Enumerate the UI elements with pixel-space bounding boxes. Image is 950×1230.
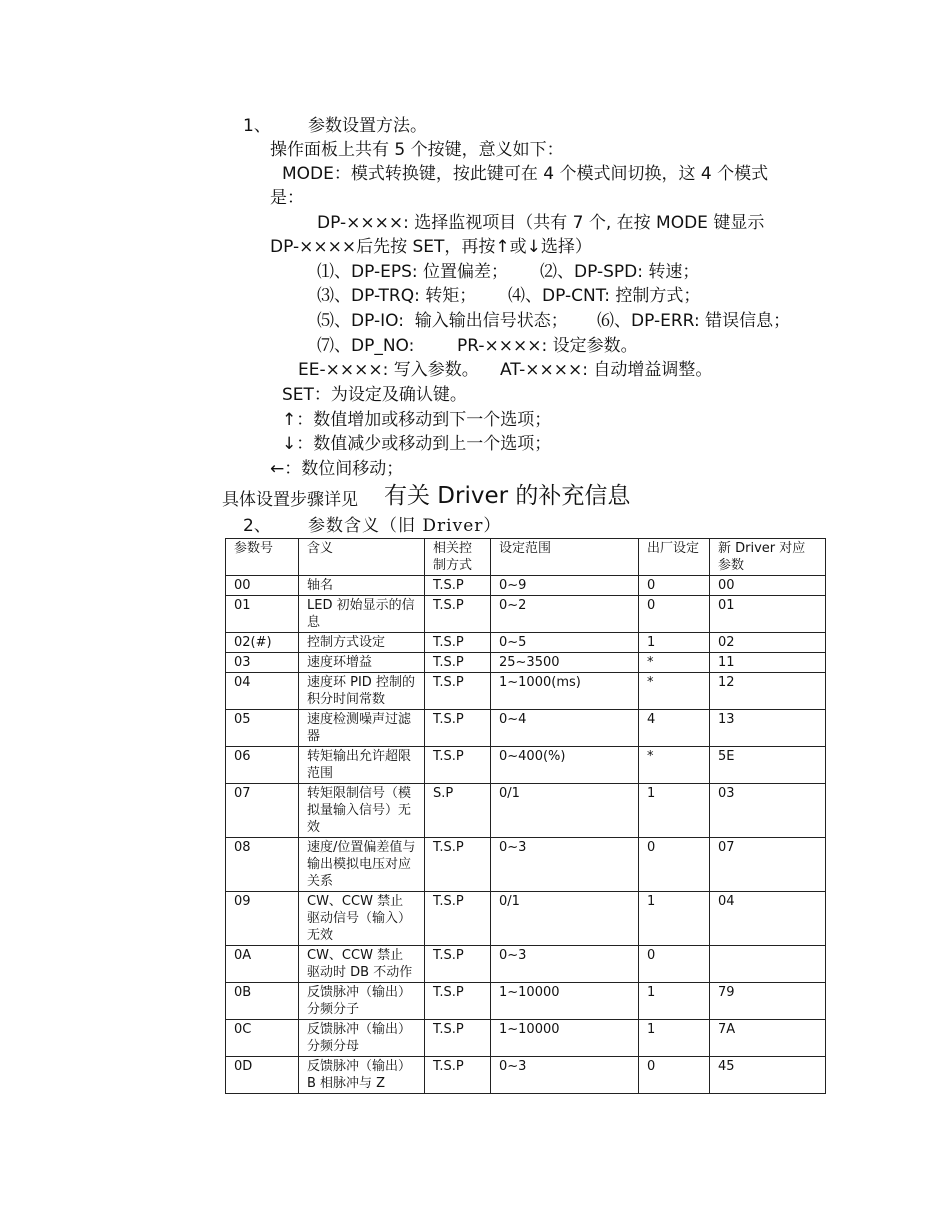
keys-intro: 操作面板上共有 5 个按键，意义如下： xyxy=(270,140,564,160)
cell-factory-default: * xyxy=(639,653,710,673)
header-new-driver-param: 新 Driver 对应参数 xyxy=(710,539,826,576)
set-key-desc: SET：为设定及确认键。 xyxy=(282,385,467,405)
down-key-desc: ↓：数值减少或移动到上一个选项； xyxy=(282,434,552,454)
mode-key-desc-cont: 是： xyxy=(270,188,304,208)
cell-new-driver-param: 11 xyxy=(710,653,826,673)
cell-factory-default: * xyxy=(639,673,710,710)
cell-setting-range: 25~3500 xyxy=(491,653,639,673)
cell-new-driver-param: 04 xyxy=(710,892,826,946)
table-row xyxy=(226,784,826,838)
left-key-desc: ←：数位间移动； xyxy=(270,459,404,479)
cell-setting-range: 0/1 xyxy=(491,784,639,838)
cell-factory-default: 0 xyxy=(639,576,710,596)
cell-setting-range: 0~3 xyxy=(491,946,639,983)
header-factory-default: 出厂设定 xyxy=(639,539,710,576)
dp-item-3: ⑶、DP-TRQ: 转矩； xyxy=(317,286,477,306)
cell-new-driver-param: 13 xyxy=(710,710,826,747)
cell-new-driver-param: 12 xyxy=(710,673,826,710)
cell-new-driver-param: 07 xyxy=(710,838,826,892)
cell-meaning: 转矩限制信号（模拟量输入信号）无效 xyxy=(299,784,425,838)
dp-mode-desc: DP-××××: 选择监视项目（共有 7 个, 在按 MODE 键显示 xyxy=(317,213,765,233)
cell-meaning: CW、CCW 禁止驱动时 DB 不动作 xyxy=(299,946,425,983)
cell-control-mode: T.S.P xyxy=(425,710,491,747)
dp-item-5: ⑸、DP-IO: 输入输出信号状态； xyxy=(317,311,568,331)
cell-setting-range: 1~10000 xyxy=(491,983,639,1020)
cell-new-driver-param: 00 xyxy=(710,576,826,596)
details-ref-link-text: 有关 Driver 的补充信息 xyxy=(384,483,631,509)
section-1-title: 参数设置方法。 xyxy=(308,116,427,136)
table-row xyxy=(226,838,826,892)
cell-control-mode: T.S.P xyxy=(425,633,491,653)
table-row xyxy=(226,1020,826,1057)
cell-factory-default: 0 xyxy=(639,1057,710,1094)
cell-new-driver-param xyxy=(710,946,826,983)
cell-factory-default: 0 xyxy=(639,596,710,633)
header-param-no: 参数号 xyxy=(226,539,299,576)
cell-param-no: 0B xyxy=(226,983,299,1020)
section-2-title: 参数含义（旧 Driver） xyxy=(308,516,502,536)
cell-factory-default: 1 xyxy=(639,892,710,946)
cell-meaning: LED 初始显示的信息 xyxy=(299,596,425,633)
table-row xyxy=(226,653,826,673)
cell-setting-range: 0/1 xyxy=(491,892,639,946)
table-row xyxy=(226,747,826,784)
table-row xyxy=(226,596,826,633)
cell-factory-default: 0 xyxy=(639,838,710,892)
table-row xyxy=(226,892,826,946)
pr-mode-desc: PR-××××: 设定参数。 xyxy=(457,336,638,356)
cell-control-mode: S.P xyxy=(425,784,491,838)
cell-factory-default: 1 xyxy=(639,1020,710,1057)
cell-control-mode: T.S.P xyxy=(425,983,491,1020)
table-row xyxy=(226,673,826,710)
table-header-row xyxy=(226,539,826,576)
cell-param-no: 07 xyxy=(226,784,299,838)
at-mode-desc: AT-××××: 自动增益调整。 xyxy=(500,360,713,380)
cell-setting-range: 1~10000 xyxy=(491,1020,639,1057)
cell-meaning: 速度/位置偏差值与输出模拟电压对应关系 xyxy=(299,838,425,892)
cell-control-mode: T.S.P xyxy=(425,596,491,633)
header-meaning: 含义 xyxy=(299,539,425,576)
cell-setting-range: 0~3 xyxy=(491,838,639,892)
table-row xyxy=(226,983,826,1020)
mode-key-desc: MODE：模式转换键，按此键可在 4 个模式间切换，这 4 个模式 xyxy=(282,164,769,184)
dp-item-7: ⑺、DP_NO: xyxy=(317,336,415,356)
cell-factory-default: 4 xyxy=(639,710,710,747)
ee-mode-desc: EE-××××: 写入参数。 xyxy=(298,360,479,380)
cell-setting-range: 0~2 xyxy=(491,596,639,633)
cell-factory-default: * xyxy=(639,747,710,784)
cell-new-driver-param: 79 xyxy=(710,983,826,1020)
cell-param-no: 03 xyxy=(226,653,299,673)
cell-meaning: 反馈脉冲（输出）B 相脉冲与 Z xyxy=(299,1057,425,1094)
cell-new-driver-param: 45 xyxy=(710,1057,826,1094)
table-row xyxy=(226,576,826,596)
cell-meaning: 转矩输出允许超限范围 xyxy=(299,747,425,784)
cell-meaning: 速度环增益 xyxy=(299,653,425,673)
cell-setting-range: 0~5 xyxy=(491,633,639,653)
cell-new-driver-param: 03 xyxy=(710,784,826,838)
cell-param-no: 09 xyxy=(226,892,299,946)
details-ref-label: 具体设置步骤详见 xyxy=(222,490,358,510)
cell-param-no: 04 xyxy=(226,673,299,710)
cell-setting-range: 0~400(%) xyxy=(491,747,639,784)
table-row xyxy=(226,633,826,653)
cell-factory-default: 1 xyxy=(639,633,710,653)
cell-control-mode: T.S.P xyxy=(425,576,491,596)
cell-new-driver-param: 01 xyxy=(710,596,826,633)
dp-item-4: ⑷、DP-CNT: 控制方式； xyxy=(508,286,701,306)
cell-factory-default: 0 xyxy=(639,946,710,983)
cell-control-mode: T.S.P xyxy=(425,946,491,983)
cell-setting-range: 0~4 xyxy=(491,710,639,747)
table-row xyxy=(226,1057,826,1094)
section-2-number: 2、 xyxy=(243,516,271,536)
cell-control-mode: T.S.P xyxy=(425,1057,491,1094)
cell-meaning: 轴名 xyxy=(299,576,425,596)
cell-control-mode: T.S.P xyxy=(425,747,491,784)
cell-new-driver-param: 02 xyxy=(710,633,826,653)
cell-setting-range: 0~3 xyxy=(491,1057,639,1094)
cell-meaning: 速度检测噪声过滤器 xyxy=(299,710,425,747)
cell-setting-range: 0~9 xyxy=(491,576,639,596)
table-row xyxy=(226,946,826,983)
dp-item-6: ⑹、DP-ERR: 错误信息； xyxy=(597,311,791,331)
parameter-table xyxy=(225,538,826,1094)
table-row xyxy=(226,710,826,747)
cell-new-driver-param: 5E xyxy=(710,747,826,784)
cell-param-no: 05 xyxy=(226,710,299,747)
up-key-desc: ↑：数值增加或移动到下一个选项； xyxy=(282,410,552,430)
cell-meaning: 控制方式设定 xyxy=(299,633,425,653)
dp-mode-desc-cont: DP-××××后先按 SET，再按↑或↓选择） xyxy=(270,237,592,257)
cell-meaning: 反馈脉冲（输出）分频分子 xyxy=(299,983,425,1020)
cell-param-no: 0D xyxy=(226,1057,299,1094)
cell-control-mode: T.S.P xyxy=(425,1020,491,1057)
cell-control-mode: T.S.P xyxy=(425,892,491,946)
cell-param-no: 0A xyxy=(226,946,299,983)
cell-param-no: 00 xyxy=(226,576,299,596)
cell-meaning: 反馈脉冲（输出）分频分母 xyxy=(299,1020,425,1057)
cell-param-no: 08 xyxy=(226,838,299,892)
cell-param-no: 01 xyxy=(226,596,299,633)
cell-param-no: 02(#) xyxy=(226,633,299,653)
cell-control-mode: T.S.P xyxy=(425,673,491,710)
dp-item-1: ⑴、DP-EPS: 位置偏差； xyxy=(317,262,509,282)
cell-control-mode: T.S.P xyxy=(425,653,491,673)
header-control-mode: 相关控制方式 xyxy=(425,539,491,576)
cell-factory-default: 1 xyxy=(639,784,710,838)
cell-control-mode: T.S.P xyxy=(425,838,491,892)
dp-item-2: ⑵、DP-SPD: 转速； xyxy=(540,262,700,282)
cell-meaning: CW、CCW 禁止驱动信号（输入）无效 xyxy=(299,892,425,946)
cell-param-no: 06 xyxy=(226,747,299,784)
cell-param-no: 0C xyxy=(226,1020,299,1057)
cell-meaning: 速度环 PID 控制的积分时间常数 xyxy=(299,673,425,710)
cell-setting-range: 1~1000(ms) xyxy=(491,673,639,710)
cell-factory-default: 1 xyxy=(639,983,710,1020)
cell-new-driver-param: 7A xyxy=(710,1020,826,1057)
header-setting-range: 设定范围 xyxy=(491,539,639,576)
section-1-number: 1、 xyxy=(243,116,271,136)
